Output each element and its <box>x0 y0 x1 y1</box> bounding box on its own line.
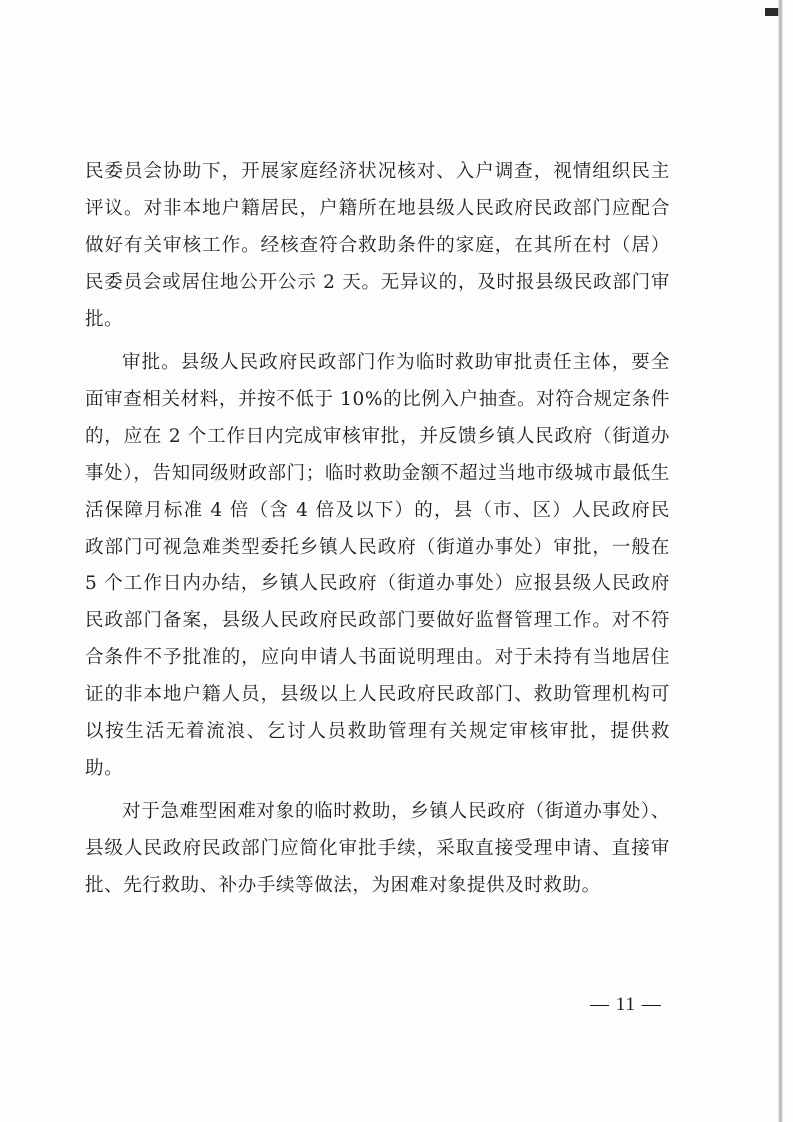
paragraph-urgent-assistance: 对于急难型困难对象的临时救助，乡镇人民政府（街道办事处）、县级人民政府民政部门应简化审批手续，采取直接受理申请、直接审批、先行救助、补办手续等做法，为困难对象提供及时救助。 <box>85 801 670 897</box>
paragraph-continuation: 民委员会协助下，开展家庭经济状况核对、入户调查，视情组织民主评议。对非本地户籍居民，户籍所在地县级人民政府民政部门应配合做好有关审核工作。经核查符合救助条件的家庭，在其所在村（居）民委员会或居住地公开公示 2 天。无异议的，及时报县级民政部门审批。 <box>85 161 670 330</box>
scan-corner-mark <box>765 8 779 16</box>
page-number: — 11 — <box>590 994 662 1015</box>
scan-page-edge <box>778 0 783 1122</box>
paragraph-approval: 审批。县级人民政府民政部门作为临时救助审批责任主体，要全面审查相关材料，并按不低于 10%的比例入户抽查。对符合规定条件的，应在 2 个工作日内完成审核审批，并反馈乡镇人民政府（街道办事处），告知同级财政部门；临时救助金额不超过当地市级城市最低生活保障月标准 4 倍（含 4 倍及以下）的，县（市、区）人民政府民政部门可视急难类型委托乡镇人民政府（街道办事处）审批，一般在 5 个工作日内办结，乡镇人民政府（街道办事处）应报县级人民政府民政部门备案，县级人民政府民政部门要做好监督管理工作。对不符合条件不予批准的，应向申请人书面说明理由。对于未持有当地居住证的非本地户籍人员，县级以上人民政府民政部门、救助管理机构可以按生活无着流浪、乞讨人员救助管理有关规定审核审批，提供救助。 <box>85 352 670 779</box>
document-body <box>85 154 670 912</box>
